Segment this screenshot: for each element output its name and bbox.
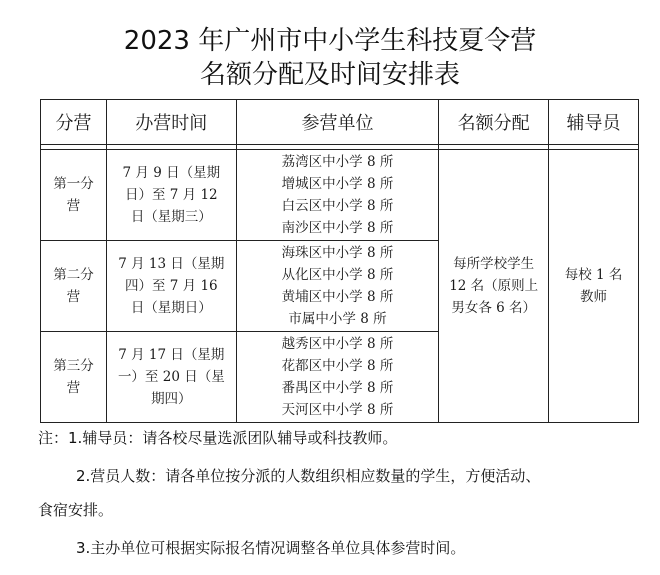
- table-header-row: [41, 100, 639, 145]
- unit-item: 海珠区中小学 8 所: [281, 245, 394, 261]
- note-1: [38, 425, 397, 451]
- camp-name: 第三分营: [41, 332, 107, 423]
- header-quota: 名额分配: [439, 100, 549, 145]
- unit-item: 市属中小学 8 所: [288, 311, 387, 327]
- camp-time: 7 月 9 日（星期日）至 7 月 12 日（星期三）: [106, 150, 236, 241]
- note-2-continued: 食宿安排。: [38, 501, 114, 519]
- note-3: 3.主办单位可根据实际报名情况调整各单位具体参营时间。: [76, 539, 466, 557]
- note-2: 2.营员人数：请各单位按分派的人数组织相应数量的学生，方便活动、: [76, 467, 541, 485]
- header-units: 参营单位: [236, 100, 439, 145]
- quota-cell: 每所学校学生 12 名（原则上男女各 6 名）: [439, 150, 549, 423]
- header-time: 办营时间: [106, 100, 236, 145]
- page-subtitle: 名额分配及时间安排表: [199, 60, 460, 90]
- page-title: 2023 年广州市中小学生科技夏令营: [123, 26, 537, 56]
- unit-item: 白云区中小学 8 所: [281, 198, 394, 214]
- unit-item: 从化区中小学 8 所: [281, 267, 394, 283]
- note-1-text: 1.辅导员：请各校尽量选派团队辅导或科技教师。: [68, 429, 398, 447]
- header-camp: 分营: [41, 100, 107, 145]
- allocation-table: [40, 99, 639, 423]
- camp-time: 7 月 13 日（星期四）至 7 月 16 日（星期日）: [106, 241, 236, 332]
- unit-item: 花都区中小学 8 所: [281, 358, 394, 374]
- camp-time: 7 月 17 日（星期一）至 20 日（星期四）: [106, 332, 236, 423]
- unit-item: 南沙区中小学 8 所: [281, 220, 394, 236]
- camp-name: 第一分营: [41, 150, 107, 241]
- header-counselor: 辅导员: [549, 100, 639, 145]
- camp-name: 第二分营: [41, 241, 107, 332]
- notes-prefix: 注：: [38, 429, 69, 447]
- table-row: [41, 150, 639, 241]
- counselor-cell: 每校 1 名教师: [549, 150, 639, 423]
- unit-item: 番禺区中小学 8 所: [281, 380, 394, 396]
- unit-item: 黄埔区中小学 8 所: [281, 289, 394, 305]
- camp-units: [236, 241, 439, 332]
- unit-item: 越秀区中小学 8 所: [281, 336, 394, 352]
- camp-units: [236, 332, 439, 423]
- unit-item: 增城区中小学 8 所: [281, 176, 394, 192]
- camp-units: [236, 150, 439, 241]
- unit-item: 天河区中小学 8 所: [281, 402, 394, 418]
- unit-item: 荔湾区中小学 8 所: [281, 154, 394, 170]
